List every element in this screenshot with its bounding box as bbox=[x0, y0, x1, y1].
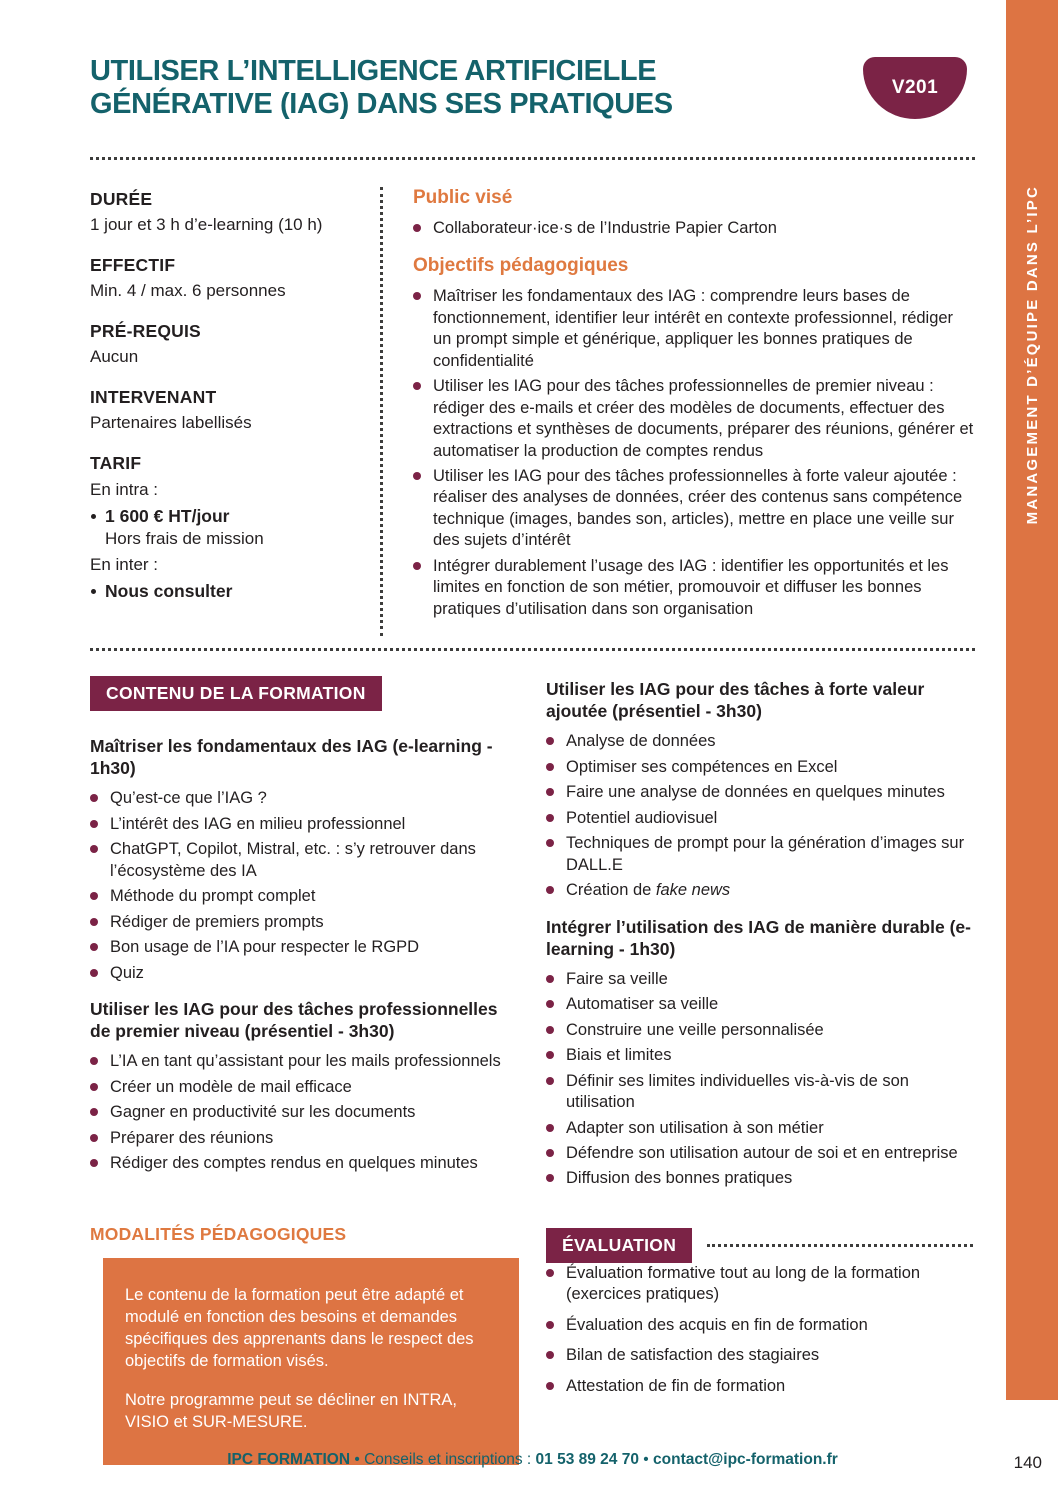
list-item bbox=[413, 286, 975, 372]
bullet-icon bbox=[413, 292, 421, 300]
footer-email-link[interactable]: contact@ipc-formation.fr bbox=[653, 1451, 838, 1468]
list-item bbox=[90, 1102, 519, 1123]
list-item bbox=[90, 937, 519, 958]
tarif-inter-label: En inter : bbox=[90, 555, 159, 575]
section-title: Utiliser les IAG pour des tâches professionnelles de premier niveau (présentiel - 3h30) bbox=[90, 998, 498, 1042]
list-item-text: Maîtriser les fondamentaux des IAG : comprendre leurs bases de fonctionnement, identifier leur intérêt en contexte professionnel, rédiger un prompt simple et générique, appliquer les bonnes pratiques de confidentialité bbox=[433, 287, 954, 370]
bullet-icon bbox=[546, 1149, 554, 1157]
bullet-icon bbox=[546, 1351, 554, 1359]
list-item bbox=[413, 466, 975, 552]
fact-value: Aucun bbox=[90, 347, 139, 367]
main-content bbox=[90, 55, 975, 1465]
section-list bbox=[546, 969, 975, 1190]
list-item bbox=[90, 1153, 519, 1174]
page-title-line2: GÉNÉRATIVE (IAG) DANS SES PRATIQUES bbox=[90, 88, 673, 121]
list-item bbox=[546, 994, 975, 1015]
contenu-header-box: CONTENU DE LA FORMATION bbox=[90, 676, 382, 711]
bullet-icon bbox=[91, 514, 96, 519]
dotted-divider bbox=[90, 648, 975, 651]
bullet-icon bbox=[90, 1083, 98, 1091]
audience-objectives-column bbox=[383, 187, 975, 636]
list-item-text: Faire sa veille bbox=[566, 969, 668, 988]
objectifs-heading: Objectifs pédagogiques bbox=[413, 255, 629, 277]
header bbox=[90, 55, 975, 139]
list-item-text: Évaluation formative tout au long de la formation (exercices pratiques) bbox=[566, 1263, 921, 1304]
bullet-icon bbox=[546, 1077, 554, 1085]
bullet-icon bbox=[90, 845, 98, 853]
list-item-text: Défendre son utilisation autour de soi et en entreprise bbox=[566, 1144, 958, 1162]
bullet-icon bbox=[413, 472, 421, 480]
footer-brand: IPC FORMATION bbox=[227, 1451, 351, 1468]
fact-intervenant bbox=[90, 387, 380, 434]
list-item bbox=[413, 376, 975, 462]
section-list bbox=[90, 1051, 519, 1174]
evaluation-list bbox=[546, 1263, 975, 1397]
list-item bbox=[546, 1143, 975, 1164]
bullet-icon bbox=[413, 562, 421, 570]
list-item-text: Biais et limites bbox=[566, 1046, 672, 1065]
fact-tarif bbox=[90, 453, 380, 602]
list-item-text: Potentiel audiovisuel bbox=[566, 808, 718, 827]
list-item bbox=[546, 731, 975, 752]
bullet-icon bbox=[546, 1321, 554, 1329]
bullet-icon bbox=[546, 814, 554, 822]
fact-label: EFFECTIF bbox=[90, 255, 176, 276]
tarif-intra-note: Hors frais de mission bbox=[105, 529, 264, 549]
tarif-inter-value: Nous consulter bbox=[105, 581, 233, 602]
info-section bbox=[90, 187, 975, 636]
list-item bbox=[546, 1071, 975, 1114]
bullet-icon bbox=[546, 1051, 554, 1059]
tarif-intra-price: 1 600 € HT/jour bbox=[105, 506, 230, 527]
list-item-text: Définir ses limites individuelles vis-à-vis de son utilisation bbox=[566, 1071, 909, 1112]
footer-phone: 01 53 89 24 70 bbox=[535, 1451, 639, 1468]
footer-text: Conseils et inscriptions : bbox=[364, 1451, 532, 1468]
list-item bbox=[546, 1376, 975, 1397]
tarif-intra-price-row bbox=[90, 506, 380, 527]
bullet-icon bbox=[90, 820, 98, 828]
fact-value: Min. 4 / max. 6 personnes bbox=[90, 281, 286, 301]
objectifs-list bbox=[413, 286, 975, 620]
tarif-inter-row bbox=[90, 581, 380, 602]
modalites-column bbox=[90, 1224, 519, 1465]
list-item bbox=[413, 556, 975, 620]
fact-value: Partenaires labellisés bbox=[90, 413, 252, 433]
fact-label: INTERVENANT bbox=[90, 387, 217, 408]
section-title: Utiliser les IAG pour des tâches à forte valeur ajoutée (présentiel - 3h30) bbox=[546, 679, 925, 722]
bullet-icon bbox=[546, 1026, 554, 1034]
list-item bbox=[90, 912, 519, 933]
contenu-right-column bbox=[546, 676, 975, 1194]
bullet-icon bbox=[90, 943, 98, 951]
bullet-icon bbox=[413, 224, 421, 232]
page-title bbox=[90, 55, 845, 122]
list-item bbox=[546, 969, 975, 990]
list-item-text: Construire une veille personnalisée bbox=[566, 1020, 824, 1039]
list-item-text: Utiliser les IAG pour des tâches professionnelles à forte valeur ajoutée : réaliser des analyses de données, créer des contenus sans compétence technique (images, bandes son, articles), mettre en place une veille sur des sujets d’intérêt bbox=[433, 466, 963, 550]
list-item bbox=[546, 1045, 975, 1066]
fact-label: TARIF bbox=[90, 453, 142, 474]
list-item bbox=[90, 1051, 519, 1072]
list-item-text: Utiliser les IAG pour des tâches professionnelles de premier niveau : rédiger des e-mails et créer des modèles de documents, effectuer des extractions et synthèses de documents, préparer des réunions, générer et automatiser la production de comptes rendus bbox=[433, 377, 974, 460]
bullet-icon bbox=[546, 1124, 554, 1132]
modalites-box bbox=[103, 1258, 519, 1465]
list-item-text: Adapter son utilisation à son métier bbox=[566, 1118, 824, 1137]
bullet-icon bbox=[546, 737, 554, 745]
list-item bbox=[413, 218, 975, 239]
list-item-text: Optimiser ses compétences en Excel bbox=[566, 757, 838, 776]
list-item bbox=[546, 1345, 975, 1366]
footer-separator: • bbox=[354, 1451, 360, 1468]
bullet-icon bbox=[546, 1382, 554, 1390]
list-item-text: Gagner en productivité sur les documents bbox=[110, 1103, 416, 1122]
bullet-icon bbox=[546, 975, 554, 983]
modalites-paragraph: Le contenu de la formation peut être adapté et modulé en fonction des besoins et demandes spécifiques des apprenants dans le respect des objectifs de formation visés. bbox=[125, 1285, 474, 1370]
contenu-section bbox=[90, 676, 975, 1194]
modalites-heading: MODALITÉS PÉDAGOGIQUES bbox=[90, 1223, 347, 1244]
bullet-icon bbox=[90, 1057, 98, 1065]
list-item-text: Créer un modèle de mail efficace bbox=[110, 1077, 352, 1096]
bullet-icon bbox=[546, 1269, 554, 1277]
list-item-text: Bilan de satisfaction des stagiaires bbox=[566, 1346, 820, 1365]
list-item bbox=[546, 1315, 975, 1336]
bullet-icon bbox=[91, 589, 96, 594]
public-vise-list bbox=[413, 218, 975, 239]
bullet-icon bbox=[546, 886, 554, 894]
list-item-text: Bon usage de l’IA pour respecter le RGPD bbox=[110, 938, 420, 957]
list-item-text bbox=[566, 880, 730, 901]
page-title-line1: UTILISER L’INTELLIGENCE ARTIFICIELLE bbox=[90, 55, 657, 87]
dotted-divider bbox=[707, 1244, 973, 1247]
list-item-text: Techniques de prompt pour la génération d’images sur DALL.E bbox=[566, 834, 965, 874]
list-item bbox=[546, 833, 975, 876]
list-item-text: Préparer des réunions bbox=[110, 1128, 274, 1147]
list-item bbox=[90, 1077, 519, 1098]
public-vise-heading: Public visé bbox=[413, 187, 513, 208]
bullet-icon bbox=[546, 839, 554, 847]
modalites-paragraph: Notre programme peut se décliner en INTRA, VISIO et SUR-MESURE. bbox=[125, 1390, 457, 1431]
list-item bbox=[90, 839, 519, 882]
category-label: MANAGEMENT D’ÉQUIPE DANS L’IPC bbox=[1023, 185, 1041, 525]
contenu-left-column bbox=[90, 676, 519, 1194]
bullet-icon bbox=[546, 1000, 554, 1008]
list-item-text: Rédiger de premiers prompts bbox=[110, 912, 324, 931]
course-facts-column bbox=[90, 187, 380, 636]
list-item-text: Analyse de données bbox=[566, 732, 716, 751]
fact-prerequis bbox=[90, 321, 380, 368]
list-item bbox=[546, 1263, 975, 1306]
evaluation-header-row bbox=[546, 1228, 975, 1263]
bullet-icon bbox=[546, 1174, 554, 1182]
list-item bbox=[546, 1020, 975, 1041]
fact-label: DURÉE bbox=[90, 189, 153, 209]
list-item bbox=[546, 808, 975, 829]
list-item-text: Collaborateur·ice·s de l’Industrie Papier Carton bbox=[433, 219, 777, 237]
list-item-text: Automatiser sa veille bbox=[566, 995, 719, 1014]
bullet-icon bbox=[90, 892, 98, 900]
bullet-icon bbox=[90, 1134, 98, 1142]
list-item bbox=[546, 880, 975, 901]
bullet-icon bbox=[90, 1159, 98, 1167]
section-title: Intégrer l’utilisation des IAG de manière durable (e-learning - 1h30) bbox=[546, 916, 971, 959]
dotted-divider bbox=[90, 157, 975, 160]
section-title: Maîtriser les fondamentaux des IAG (e-learning - 1h30) bbox=[90, 736, 493, 779]
objectifs-section bbox=[413, 255, 975, 620]
footer-separator: • bbox=[643, 1451, 649, 1468]
list-item bbox=[546, 782, 975, 803]
bullet-icon bbox=[546, 788, 554, 796]
footer bbox=[90, 1451, 975, 1469]
list-item-text: Faire une analyse de données en quelques minutes bbox=[566, 783, 945, 802]
category-sidebar bbox=[1006, 0, 1058, 1400]
list-item bbox=[90, 886, 519, 907]
list-item-text: Diffusion des bonnes pratiques bbox=[566, 1169, 793, 1188]
fact-value: 1 jour et 3 h d’e-learning (10 h) bbox=[90, 215, 323, 234]
fact-effectif bbox=[90, 255, 380, 302]
public-vise-section bbox=[413, 187, 975, 239]
tarif-intra-label: En intra : bbox=[90, 480, 159, 500]
list-item-text-italic: fake news bbox=[655, 881, 731, 900]
list-item-text: Évaluation des acquis en fin de formation bbox=[566, 1315, 868, 1334]
list-item-text: L’IA en tant qu’assistant pour les mails professionnels bbox=[110, 1052, 501, 1071]
bullet-icon bbox=[90, 1108, 98, 1116]
evaluation-header-box: ÉVALUATION bbox=[546, 1228, 692, 1263]
list-item bbox=[546, 757, 975, 778]
bullet-icon bbox=[90, 794, 98, 802]
list-item-text: Qu’est-ce que l’IAG ? bbox=[110, 789, 267, 808]
section-list bbox=[90, 788, 519, 984]
list-item-text: Attestation de fin de formation bbox=[566, 1376, 786, 1395]
bottom-section bbox=[90, 1224, 975, 1465]
list-item bbox=[90, 963, 519, 984]
list-item bbox=[546, 1118, 975, 1139]
evaluation-column bbox=[546, 1224, 975, 1465]
list-item-text: Quiz bbox=[110, 963, 144, 982]
list-item-text-regular: Création de bbox=[566, 881, 656, 900]
list-item-text: Méthode du prompt complet bbox=[110, 887, 316, 906]
list-item-text: L’intérêt des IAG en milieu professionnel bbox=[110, 814, 406, 833]
page-number: 140 bbox=[1013, 1453, 1042, 1472]
list-item bbox=[90, 788, 519, 809]
list-item-text: ChatGPT, Copilot, Mistral, etc. : s’y retrouver dans l’écosystème des IA bbox=[110, 840, 476, 880]
list-item bbox=[546, 1168, 975, 1189]
bullet-icon bbox=[90, 918, 98, 926]
list-item-text: Rédiger des comptes rendus en quelques minutes bbox=[110, 1154, 478, 1173]
bullet-icon bbox=[90, 969, 98, 977]
list-item bbox=[90, 1128, 519, 1149]
list-item-text: Intégrer durablement l’usage des IAG : identifier les opportunités et les limites en fonction de son métier, promouvoir et diffuser les bonnes pratiques d’utilisation dans son organisation bbox=[433, 556, 949, 618]
fact-duree bbox=[90, 189, 380, 236]
list-item bbox=[90, 814, 519, 835]
fact-label: PRÉ-REQUIS bbox=[90, 321, 201, 342]
bullet-icon bbox=[413, 382, 421, 390]
course-code-badge: V201 bbox=[863, 57, 967, 119]
section-list bbox=[546, 731, 975, 901]
bullet-icon bbox=[546, 763, 554, 771]
